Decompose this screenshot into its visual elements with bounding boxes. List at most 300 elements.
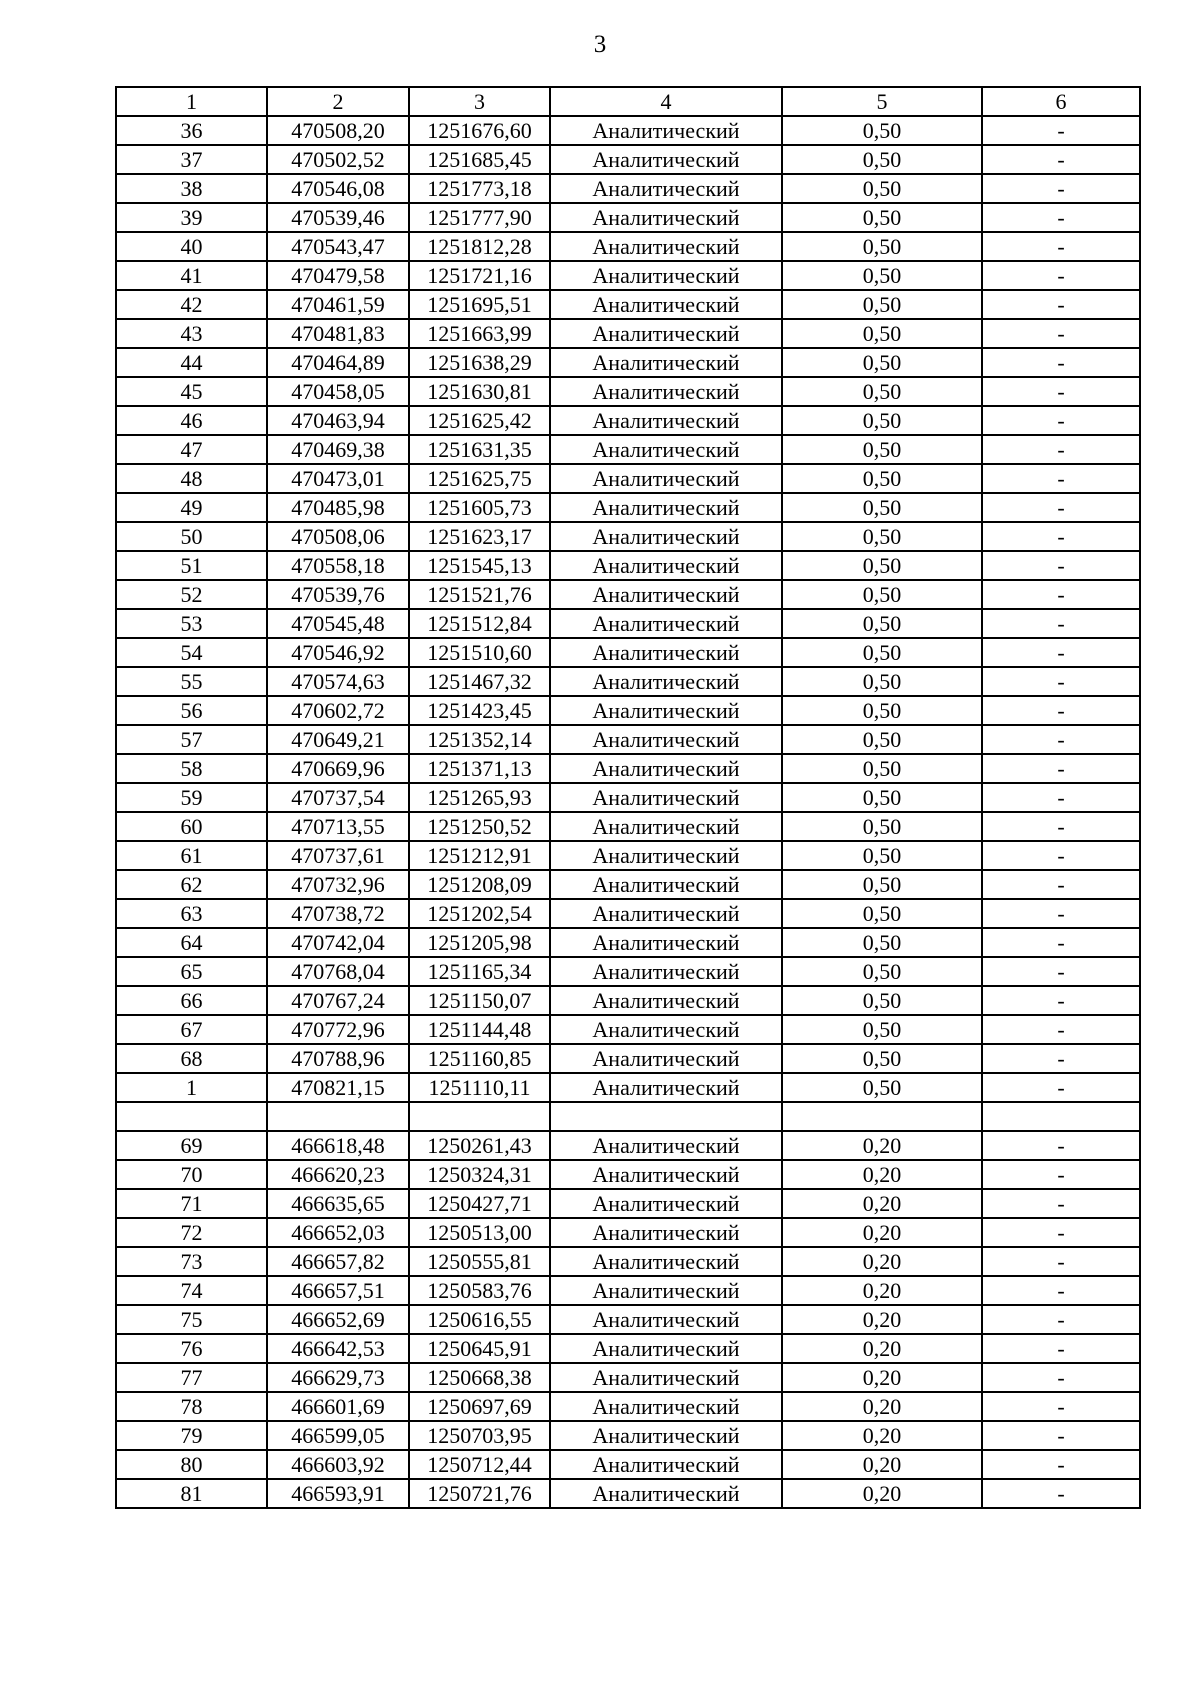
y-coordinate-cell: 1251638,29 [409, 348, 550, 377]
y-coordinate-cell: 1251663,99 [409, 319, 550, 348]
note-cell: - [982, 116, 1140, 145]
y-coordinate-cell: 1251512,84 [409, 609, 550, 638]
note-cell: - [982, 348, 1140, 377]
point-number-cell: 71 [116, 1189, 267, 1218]
accuracy-cell: 0,20 [782, 1334, 982, 1363]
table-row [116, 638, 1140, 667]
note-cell: - [982, 232, 1140, 261]
x-coordinate-cell: 470669,96 [267, 754, 409, 783]
note-cell: - [982, 609, 1140, 638]
method-cell: Аналитический [550, 580, 782, 609]
accuracy-cell: 0,50 [782, 261, 982, 290]
x-coordinate-cell: 470737,61 [267, 841, 409, 870]
method-cell: Аналитический [550, 1015, 782, 1044]
note-cell: - [982, 406, 1140, 435]
method-cell: Аналитический [550, 928, 782, 957]
point-number-cell: 53 [116, 609, 267, 638]
table-row [116, 464, 1140, 493]
point-number-cell: 41 [116, 261, 267, 290]
accuracy-cell: 0,50 [782, 551, 982, 580]
x-coordinate-cell: 466652,03 [267, 1218, 409, 1247]
x-coordinate-cell: 470508,20 [267, 116, 409, 145]
table-row [116, 406, 1140, 435]
y-coordinate-cell: 1250261,43 [409, 1131, 550, 1160]
point-number-cell: 54 [116, 638, 267, 667]
method-cell: Аналитический [550, 406, 782, 435]
table-row [116, 145, 1140, 174]
y-coordinate-cell: 1251150,07 [409, 986, 550, 1015]
note-cell: - [982, 145, 1140, 174]
method-cell: Аналитический [550, 319, 782, 348]
accuracy-cell [782, 1102, 982, 1131]
accuracy-cell: 0,50 [782, 145, 982, 174]
y-coordinate-cell: 1251160,85 [409, 1044, 550, 1073]
point-number-cell: 69 [116, 1131, 267, 1160]
x-coordinate-cell: 470473,01 [267, 464, 409, 493]
method-cell: Аналитический [550, 638, 782, 667]
y-coordinate-cell: 1251812,28 [409, 232, 550, 261]
note-cell: - [982, 928, 1140, 957]
accuracy-cell: 0,50 [782, 319, 982, 348]
table-row [116, 1305, 1140, 1334]
x-coordinate-cell: 470574,63 [267, 667, 409, 696]
table-row [116, 899, 1140, 928]
note-cell: - [982, 1160, 1140, 1189]
x-coordinate-cell: 470732,96 [267, 870, 409, 899]
accuracy-cell: 0,50 [782, 899, 982, 928]
method-cell: Аналитический [550, 1247, 782, 1276]
accuracy-cell: 0,50 [782, 1073, 982, 1102]
method-cell: Аналитический [550, 899, 782, 928]
point-number-cell: 66 [116, 986, 267, 1015]
x-coordinate-cell: 466620,23 [267, 1160, 409, 1189]
table-row [116, 319, 1140, 348]
method-cell: Аналитический [550, 1450, 782, 1479]
table-row [116, 1392, 1140, 1421]
point-number-cell: 64 [116, 928, 267, 957]
point-number-cell: 81 [116, 1479, 267, 1508]
note-cell: - [982, 551, 1140, 580]
x-coordinate-cell: 470821,15 [267, 1073, 409, 1102]
y-coordinate-cell: 1250668,38 [409, 1363, 550, 1392]
accuracy-cell: 0,50 [782, 841, 982, 870]
point-number-cell: 36 [116, 116, 267, 145]
accuracy-cell: 0,50 [782, 957, 982, 986]
accuracy-cell: 0,50 [782, 232, 982, 261]
x-coordinate-cell: 470737,54 [267, 783, 409, 812]
note-cell: - [982, 464, 1140, 493]
table-row [116, 348, 1140, 377]
y-coordinate-cell: 1251605,73 [409, 493, 550, 522]
table-row [116, 1363, 1140, 1392]
y-coordinate-cell: 1251721,16 [409, 261, 550, 290]
note-cell: - [982, 1015, 1140, 1044]
method-cell: Аналитический [550, 464, 782, 493]
y-coordinate-cell: 1251685,45 [409, 145, 550, 174]
method-cell: Аналитический [550, 174, 782, 203]
x-coordinate-cell [267, 1102, 409, 1131]
table-row [116, 1334, 1140, 1363]
point-number-cell: 79 [116, 1421, 267, 1450]
table-row [116, 841, 1140, 870]
y-coordinate-cell: 1251265,93 [409, 783, 550, 812]
accuracy-cell: 0,50 [782, 928, 982, 957]
note-cell: - [982, 841, 1140, 870]
point-number-cell: 75 [116, 1305, 267, 1334]
point-number-cell: 42 [116, 290, 267, 319]
accuracy-cell: 0,50 [782, 609, 982, 638]
x-coordinate-cell: 470463,94 [267, 406, 409, 435]
method-cell: Аналитический [550, 1305, 782, 1334]
point-number-cell: 39 [116, 203, 267, 232]
method-cell: Аналитический [550, 1276, 782, 1305]
method-cell [550, 1102, 782, 1131]
y-coordinate-cell: 1251205,98 [409, 928, 550, 957]
x-coordinate-cell: 470508,06 [267, 522, 409, 551]
note-cell: - [982, 725, 1140, 754]
accuracy-cell: 0,20 [782, 1160, 982, 1189]
note-cell: - [982, 754, 1140, 783]
table-row [116, 1015, 1140, 1044]
x-coordinate-cell: 470602,72 [267, 696, 409, 725]
accuracy-cell: 0,50 [782, 725, 982, 754]
point-number-cell: 77 [116, 1363, 267, 1392]
table-row [116, 1160, 1140, 1189]
method-cell: Аналитический [550, 348, 782, 377]
y-coordinate-cell: 1251250,52 [409, 812, 550, 841]
note-cell: - [982, 435, 1140, 464]
point-number-cell: 63 [116, 899, 267, 928]
table-row [116, 1421, 1140, 1450]
method-cell: Аналитический [550, 232, 782, 261]
x-coordinate-cell: 466601,69 [267, 1392, 409, 1421]
x-coordinate-cell: 470772,96 [267, 1015, 409, 1044]
point-number-cell: 38 [116, 174, 267, 203]
method-cell: Аналитический [550, 1363, 782, 1392]
table-row [116, 928, 1140, 957]
y-coordinate-cell: 1251467,32 [409, 667, 550, 696]
x-coordinate-cell: 470539,76 [267, 580, 409, 609]
point-number-cell: 46 [116, 406, 267, 435]
method-cell: Аналитический [550, 551, 782, 580]
x-coordinate-cell: 466657,82 [267, 1247, 409, 1276]
note-cell: - [982, 1305, 1140, 1334]
note-cell: - [982, 957, 1140, 986]
note-cell: - [982, 1363, 1140, 1392]
table-row [116, 522, 1140, 551]
method-cell: Аналитический [550, 377, 782, 406]
y-coordinate-cell: 1250703,95 [409, 1421, 550, 1450]
table-row [116, 551, 1140, 580]
note-cell: - [982, 1189, 1140, 1218]
method-cell: Аналитический [550, 493, 782, 522]
y-coordinate-cell: 1251110,11 [409, 1073, 550, 1102]
accuracy-cell: 0,20 [782, 1421, 982, 1450]
table-row [116, 1450, 1140, 1479]
header-cell: 3 [409, 87, 550, 116]
method-cell: Аналитический [550, 870, 782, 899]
accuracy-cell: 0,50 [782, 435, 982, 464]
method-cell: Аналитический [550, 203, 782, 232]
note-cell: - [982, 1450, 1140, 1479]
table-row [116, 870, 1140, 899]
note-cell: - [982, 290, 1140, 319]
point-number-cell: 37 [116, 145, 267, 174]
note-cell: - [982, 377, 1140, 406]
note-cell: - [982, 522, 1140, 551]
accuracy-cell: 0,50 [782, 116, 982, 145]
accuracy-cell: 0,50 [782, 667, 982, 696]
point-number-cell: 60 [116, 812, 267, 841]
note-cell: - [982, 870, 1140, 899]
method-cell: Аналитический [550, 696, 782, 725]
method-cell: Аналитический [550, 609, 782, 638]
y-coordinate-cell: 1251631,35 [409, 435, 550, 464]
x-coordinate-cell: 466657,51 [267, 1276, 409, 1305]
accuracy-cell: 0,50 [782, 464, 982, 493]
x-coordinate-cell: 470502,52 [267, 145, 409, 174]
header-cell: 1 [116, 87, 267, 116]
table-row [116, 174, 1140, 203]
note-cell: - [982, 986, 1140, 1015]
accuracy-cell: 0,50 [782, 754, 982, 783]
note-cell: - [982, 580, 1140, 609]
y-coordinate-cell: 1250645,91 [409, 1334, 550, 1363]
point-number-cell: 47 [116, 435, 267, 464]
point-number-cell: 62 [116, 870, 267, 899]
header-row [116, 87, 1140, 116]
y-coordinate-cell: 1251625,42 [409, 406, 550, 435]
y-coordinate-cell: 1251773,18 [409, 174, 550, 203]
table-row [116, 203, 1140, 232]
method-cell: Аналитический [550, 812, 782, 841]
accuracy-cell: 0,50 [782, 348, 982, 377]
method-cell: Аналитический [550, 1073, 782, 1102]
table-row [116, 1131, 1140, 1160]
accuracy-cell: 0,50 [782, 1044, 982, 1073]
note-cell: - [982, 667, 1140, 696]
point-number-cell: 65 [116, 957, 267, 986]
y-coordinate-cell [409, 1102, 550, 1131]
x-coordinate-cell: 466599,05 [267, 1421, 409, 1450]
accuracy-cell: 0,20 [782, 1189, 982, 1218]
table-row [116, 1276, 1140, 1305]
method-cell: Аналитический [550, 435, 782, 464]
note-cell: - [982, 174, 1140, 203]
point-number-cell [116, 1102, 267, 1131]
y-coordinate-cell: 1250555,81 [409, 1247, 550, 1276]
method-cell: Аналитический [550, 290, 782, 319]
note-cell: - [982, 1479, 1140, 1508]
note-cell: - [982, 1247, 1140, 1276]
table-row [116, 1044, 1140, 1073]
method-cell: Аналитический [550, 957, 782, 986]
table-row [116, 783, 1140, 812]
method-cell: Аналитический [550, 1044, 782, 1073]
method-cell: Аналитический [550, 116, 782, 145]
accuracy-cell: 0,50 [782, 203, 982, 232]
x-coordinate-cell: 470539,46 [267, 203, 409, 232]
table-row [116, 261, 1140, 290]
method-cell: Аналитический [550, 1131, 782, 1160]
accuracy-cell: 0,20 [782, 1131, 982, 1160]
table-row [116, 493, 1140, 522]
method-cell: Аналитический [550, 522, 782, 551]
table-row [116, 580, 1140, 609]
x-coordinate-cell: 466593,91 [267, 1479, 409, 1508]
page-number: 3 [593, 31, 607, 58]
method-cell: Аналитический [550, 1189, 782, 1218]
header-cell: 2 [267, 87, 409, 116]
method-cell: Аналитический [550, 1392, 782, 1421]
x-coordinate-cell: 470458,05 [267, 377, 409, 406]
point-number-cell: 70 [116, 1160, 267, 1189]
accuracy-cell: 0,50 [782, 522, 982, 551]
point-number-cell: 50 [116, 522, 267, 551]
x-coordinate-cell: 470485,98 [267, 493, 409, 522]
x-coordinate-cell: 466618,48 [267, 1131, 409, 1160]
x-coordinate-cell: 470713,55 [267, 812, 409, 841]
coordinates-table [115, 86, 1141, 1509]
method-cell: Аналитический [550, 667, 782, 696]
method-cell: Аналитический [550, 986, 782, 1015]
point-number-cell: 51 [116, 551, 267, 580]
accuracy-cell: 0,50 [782, 696, 982, 725]
point-number-cell: 80 [116, 1450, 267, 1479]
table-row [116, 232, 1140, 261]
y-coordinate-cell: 1250583,76 [409, 1276, 550, 1305]
table-row [116, 696, 1140, 725]
y-coordinate-cell: 1250697,69 [409, 1392, 550, 1421]
accuracy-cell: 0,50 [782, 870, 982, 899]
point-number-cell: 76 [116, 1334, 267, 1363]
y-coordinate-cell: 1251625,75 [409, 464, 550, 493]
x-coordinate-cell: 470649,21 [267, 725, 409, 754]
note-cell: - [982, 1073, 1140, 1102]
header-cell: 4 [550, 87, 782, 116]
table-row [116, 667, 1140, 696]
x-coordinate-cell: 470742,04 [267, 928, 409, 957]
x-coordinate-cell: 470546,08 [267, 174, 409, 203]
table-row [116, 377, 1140, 406]
note-cell: - [982, 1334, 1140, 1363]
note-cell: - [982, 812, 1140, 841]
y-coordinate-cell: 1251212,91 [409, 841, 550, 870]
accuracy-cell: 0,50 [782, 377, 982, 406]
table-row [116, 116, 1140, 145]
point-number-cell: 57 [116, 725, 267, 754]
x-coordinate-cell: 470738,72 [267, 899, 409, 928]
point-number-cell: 74 [116, 1276, 267, 1305]
y-coordinate-cell: 1251423,45 [409, 696, 550, 725]
y-coordinate-cell: 1250712,44 [409, 1450, 550, 1479]
x-coordinate-cell: 470469,38 [267, 435, 409, 464]
y-coordinate-cell: 1251521,76 [409, 580, 550, 609]
method-cell: Аналитический [550, 1218, 782, 1247]
note-cell: - [982, 1276, 1140, 1305]
x-coordinate-cell: 470479,58 [267, 261, 409, 290]
method-cell: Аналитический [550, 1479, 782, 1508]
accuracy-cell: 0,20 [782, 1392, 982, 1421]
table-body [116, 116, 1140, 1508]
header-cell: 5 [782, 87, 982, 116]
table-row [116, 1073, 1140, 1102]
accuracy-cell: 0,50 [782, 493, 982, 522]
x-coordinate-cell: 470545,48 [267, 609, 409, 638]
accuracy-cell: 0,50 [782, 290, 982, 319]
note-cell: - [982, 696, 1140, 725]
x-coordinate-cell: 466629,73 [267, 1363, 409, 1392]
method-cell: Аналитический [550, 1421, 782, 1450]
point-number-cell: 58 [116, 754, 267, 783]
note-cell: - [982, 1392, 1140, 1421]
y-coordinate-cell: 1250616,55 [409, 1305, 550, 1334]
point-number-cell: 67 [116, 1015, 267, 1044]
accuracy-cell: 0,20 [782, 1363, 982, 1392]
point-number-cell: 78 [116, 1392, 267, 1421]
accuracy-cell: 0,20 [782, 1276, 982, 1305]
x-coordinate-cell: 466635,65 [267, 1189, 409, 1218]
point-number-cell: 61 [116, 841, 267, 870]
note-cell: - [982, 1044, 1140, 1073]
x-coordinate-cell: 470788,96 [267, 1044, 409, 1073]
x-coordinate-cell: 470464,89 [267, 348, 409, 377]
table-row [116, 435, 1140, 464]
accuracy-cell: 0,50 [782, 406, 982, 435]
point-number-cell: 48 [116, 464, 267, 493]
x-coordinate-cell: 470558,18 [267, 551, 409, 580]
note-cell: - [982, 493, 1140, 522]
accuracy-cell: 0,20 [782, 1305, 982, 1334]
point-number-cell: 45 [116, 377, 267, 406]
x-coordinate-cell: 470546,92 [267, 638, 409, 667]
accuracy-cell: 0,50 [782, 783, 982, 812]
accuracy-cell: 0,50 [782, 174, 982, 203]
y-coordinate-cell: 1250427,71 [409, 1189, 550, 1218]
y-coordinate-cell: 1251777,90 [409, 203, 550, 232]
y-coordinate-cell: 1251371,13 [409, 754, 550, 783]
note-cell: - [982, 261, 1140, 290]
note-cell: - [982, 1421, 1140, 1450]
table-row [116, 725, 1140, 754]
accuracy-cell: 0,20 [782, 1450, 982, 1479]
table-row [116, 609, 1140, 638]
header-cell: 6 [982, 87, 1140, 116]
x-coordinate-cell: 470481,83 [267, 319, 409, 348]
y-coordinate-cell: 1251144,48 [409, 1015, 550, 1044]
method-cell: Аналитический [550, 725, 782, 754]
accuracy-cell: 0,50 [782, 986, 982, 1015]
point-number-cell: 40 [116, 232, 267, 261]
table-row [116, 986, 1140, 1015]
point-number-cell: 68 [116, 1044, 267, 1073]
accuracy-cell: 0,20 [782, 1247, 982, 1276]
point-number-cell: 49 [116, 493, 267, 522]
blank-row [116, 1102, 1140, 1131]
x-coordinate-cell: 466652,69 [267, 1305, 409, 1334]
point-number-cell: 52 [116, 580, 267, 609]
table-row [116, 290, 1140, 319]
point-number-cell: 55 [116, 667, 267, 696]
note-cell: - [982, 1218, 1140, 1247]
table-row [116, 1189, 1140, 1218]
point-number-cell: 72 [116, 1218, 267, 1247]
x-coordinate-cell: 470461,59 [267, 290, 409, 319]
x-coordinate-cell: 470768,04 [267, 957, 409, 986]
method-cell: Аналитический [550, 145, 782, 174]
y-coordinate-cell: 1250513,00 [409, 1218, 550, 1247]
y-coordinate-cell: 1250324,31 [409, 1160, 550, 1189]
